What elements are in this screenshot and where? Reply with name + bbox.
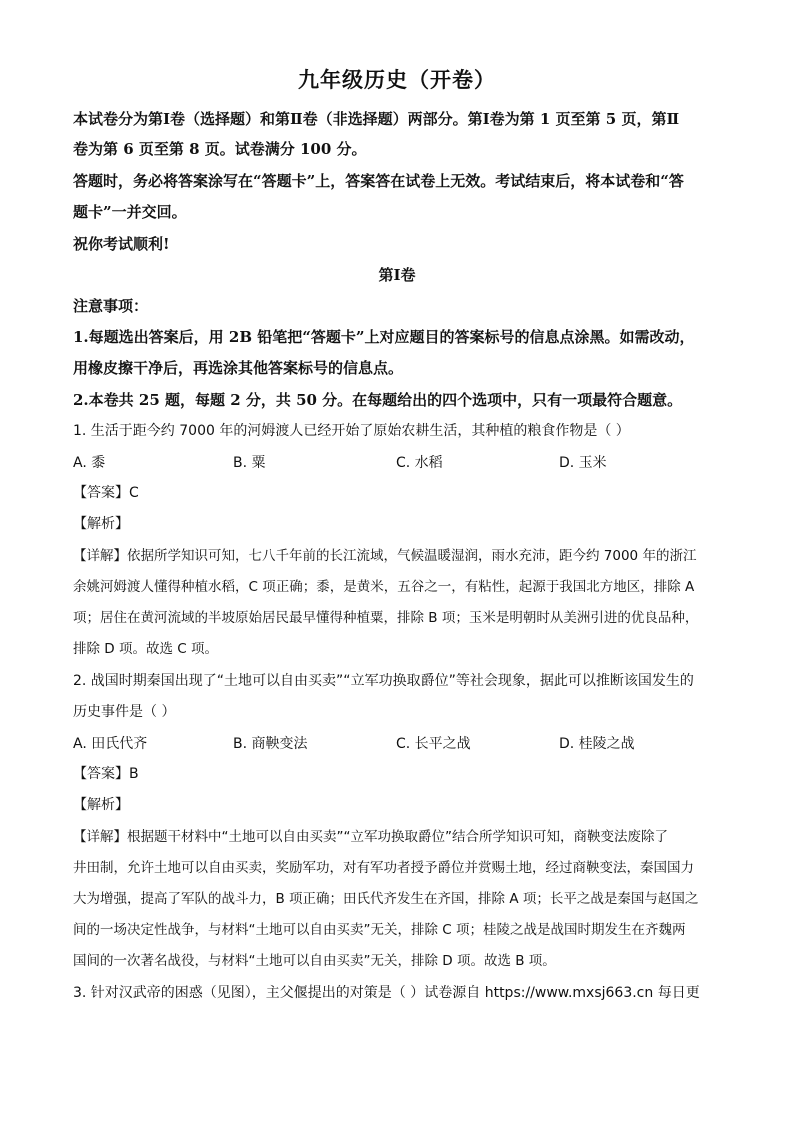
section-title: 第Ⅰ卷 [378, 266, 416, 284]
q2-detail-line-2: 井田制，允许土地可以自由买卖，奖励军功，对有军功者授予爵位并赏赐土地，经过商鞅变法，秦国国力 [73, 860, 694, 876]
q2-detail-line-1: 【详解】根据题干材料中“土地可以自由买卖”“立军功换取爵位”结合所学知识可知，商鞅变法废除了 [73, 829, 668, 845]
q2-option-d: D. 桂陵之战 [559, 736, 635, 752]
q1-option-a: A. 黍 [73, 455, 106, 471]
q1-option-b: B. 粟 [233, 455, 266, 471]
q2-stem-line-1: 2. 战国时期秦国出现了“土地可以自由买卖”“立军功换取爵位”等社会现象，据此可以推断该国发生的 [73, 673, 694, 689]
intro-line-5: 祝你考试顺利! [73, 235, 170, 253]
q2-answer: 【答案】B [73, 766, 139, 782]
q1-detail-line-2: 余姚河姆渡人懂得种植水稻，C 项正确；黍，是黄米，五谷之一，有粘性，起源于我国北方地区，排除 A [73, 579, 695, 595]
note-2: 2.本卷共 25 题，每题 2 分，共 50 分。在每题给出的四个选项中，只有一项最符合题意。 [73, 391, 683, 409]
intro-line-4: 题卡”一并交回。 [73, 203, 187, 221]
q2-stem-line-2: 历史事件是（ ） [73, 704, 176, 720]
q1-answer: 【答案】C [73, 485, 139, 501]
q1-option-c: C. 水稻 [396, 455, 443, 471]
q2-option-c: C. 长平之战 [396, 736, 471, 752]
q1-detail-line-1: 【详解】依据所学知识可知，七八千年前的长江流域，气候温暖湿润，雨水充沛，距今约 7000 年的浙江 [73, 548, 697, 564]
note-1-line-2: 用橡皮擦干净后，再选涂其他答案标号的信息点。 [73, 359, 404, 377]
intro-line-2: 卷为第 6 页至第 8 页。试卷满分 100 分。 [73, 140, 367, 158]
note-1-line-1: 1.每题选出答案后，用 2B 铅笔把“答题卡”上对应题目的答案标号的信息点涂黑。如需改动， [73, 328, 695, 346]
q2-detail-line-5: 国间的一次著名战役，与材料“土地可以自由买卖”无关，排除 D 项。故选 B 项。 [73, 953, 556, 969]
q2-analysis-label: 【解析】 [73, 797, 129, 813]
q2-detail-line-4: 间的一场决定性战争，与材料“土地可以自由买卖”无关，排除 C 项；桂陵之战是战国时期发生在齐魏两 [73, 922, 686, 938]
q1-detail-line-3: 项；居住在黄河流域的半坡原始居民最早懂得种植粟，排除 B 项；玉米是明朝时从美洲引进的优良品种， [73, 610, 699, 626]
intro-line-1: 本试卷分为第Ⅰ卷（选择题）和第Ⅱ卷（非选择题）两部分。第Ⅰ卷为第 1 页至第 5 页，第Ⅱ [73, 110, 680, 128]
q2-option-b: B. 商鞅变法 [233, 736, 308, 752]
page-title: 九年级历史（开卷） [298, 67, 496, 92]
q1-stem: 1. 生活于距今约 7000 年的河姆渡人已经开始了原始农耕生活，其种植的粮食作物是（ ） [73, 423, 630, 439]
q2-detail-line-3: 大为增强，提高了军队的战斗力，B 项正确；田氏代齐发生在齐国，排除 A 项；长平之战是秦国与赵国之 [73, 891, 699, 907]
q3-stem: 3. 针对汉武帝的困惑（见图），主父偃提出的对策是（ ）试卷源自 https://www.mxsj663.cn 每日更 [73, 985, 700, 1001]
q1-detail-line-4: 排除 D 项。故选 C 项。 [73, 641, 218, 657]
q1-analysis-label: 【解析】 [73, 516, 129, 532]
intro-line-3: 答题时，务必将答案涂写在“答题卡”上，答案答在试卷上无效。考试结束后，将本试卷和“答 [73, 172, 684, 190]
q1-option-d: D. 玉米 [559, 455, 607, 471]
notes-heading: 注意事项： [73, 297, 149, 315]
q2-option-a: A. 田氏代齐 [73, 736, 148, 752]
